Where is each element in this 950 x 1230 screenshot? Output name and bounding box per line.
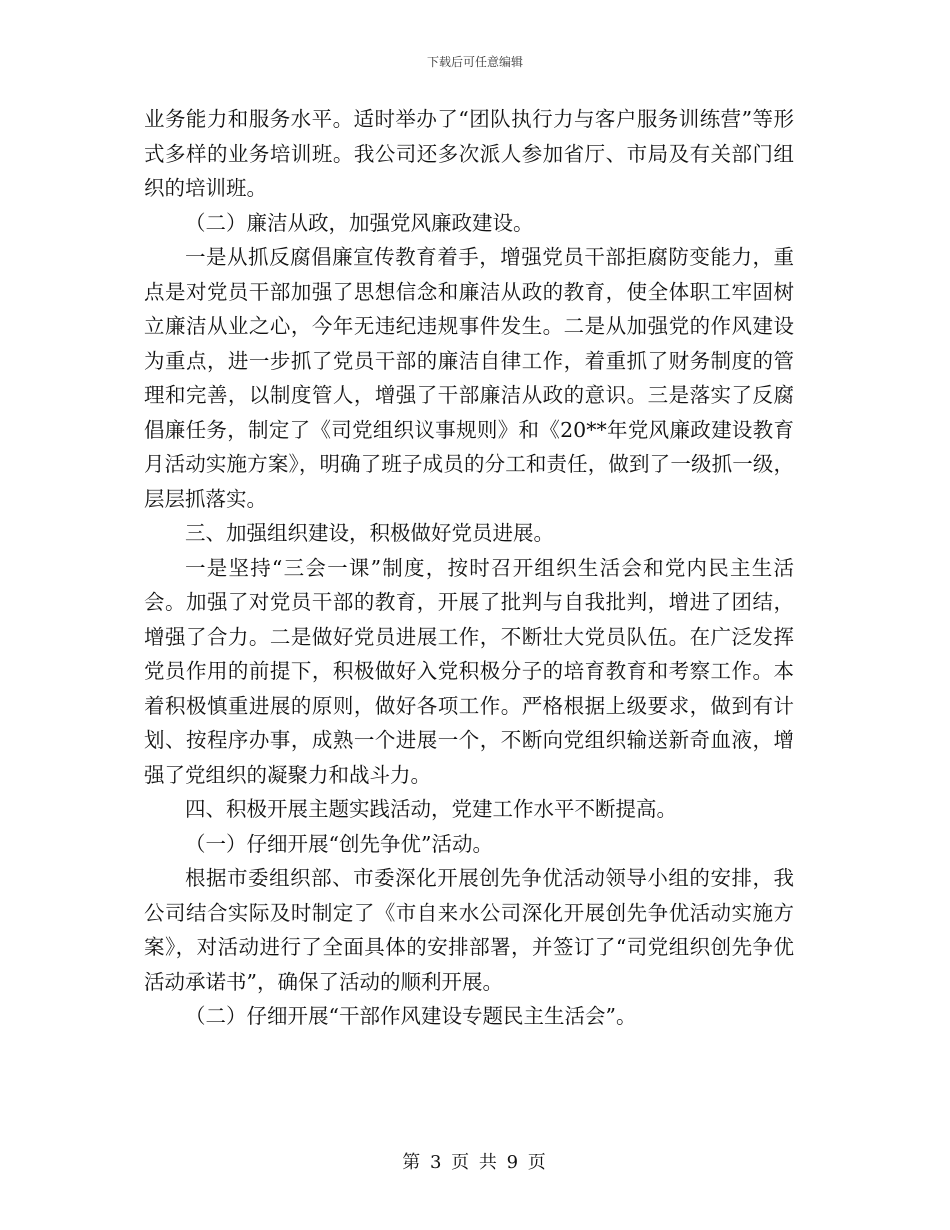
document-body [144,102,794,1034]
paragraph-anti-corruption: 一是从抓反腐倡廉宣传教育着手，增强党员干部拒腐防变能力，重点是对党员干部加强了思想信念和廉洁从政的教育，使全体职工牢固树立廉洁从业之心，今年无违纪违规事件发生。二是从加强党的作风建设为重点，进一步抓了党员干部的廉洁自律工作，着重抓了财务制度的管理和完善，以制度管人，增强了干部廉洁从政的意识。三是落实了反腐倡廉任务，制定了《司党组织议事规则》和《20**年党风廉政建设教育月活动实施方案》，明确了班子成员的分工和责任，做到了一级抓一级，层层抓落实。 [144,245,794,511]
paragraph-training: 业务能力和服务水平。适时举办了“团队执行力与客户服务训练营”等形式多样的业务培训班。我公司还多次派人参加省厅、市局及有关部门组织的培训班。 [144,107,794,200]
heading-style-meeting: （二）仔细开展“干部作风建设专题民主生活会”。 [185,1004,637,1028]
page-header: 下载后可任意编辑 [426,55,523,69]
heading-excellence-activity: （一）仔细开展“创先争优”活动。 [185,831,493,856]
heading-theme-activities: 四、积极开展主题实践活动，党建工作水平不断提高。 [185,797,677,821]
paragraph-excellence-plan: 根据市委组织部、市委深化开展创先争优活动领导小组的安排，我公司结合实际及时制定了《市自来水公司深化开展创先争优活动实施方案》，对活动进行了全面具体的安排部署，并签订了“司党组织创先争优活动承诺书”，确保了活动的顺利开展。 [144,866,794,994]
heading-clean-governance: （二）廉洁从政，加强党风廉政建设。 [185,210,534,235]
paragraph-party-meetings: 一是坚持“三会一课”制度，按时召开组织生活会和党内民主生活会。加强了对党员干部的教育，开展了批判与自我批判，增进了团结，增强了合力。二是做好党员进展工作，不断壮大党员队伍。在广泛发挥党员作用的前提下，积极做好入党积极分子的培育教育和考察工作。本着积极慎重进展的原则，做好各项工作。严格根据上级要求，做到有计划、按程序办事，成熟一个进展一个，不断向党组织输送新奇血液，增强了党组织的凝聚力和战斗力。 [144,555,794,787]
heading-organization-building: 三、加强组织建设，积极做好党员进展。 [185,521,554,545]
page-number: 第 3 页 共 9 页 [402,1152,548,1173]
